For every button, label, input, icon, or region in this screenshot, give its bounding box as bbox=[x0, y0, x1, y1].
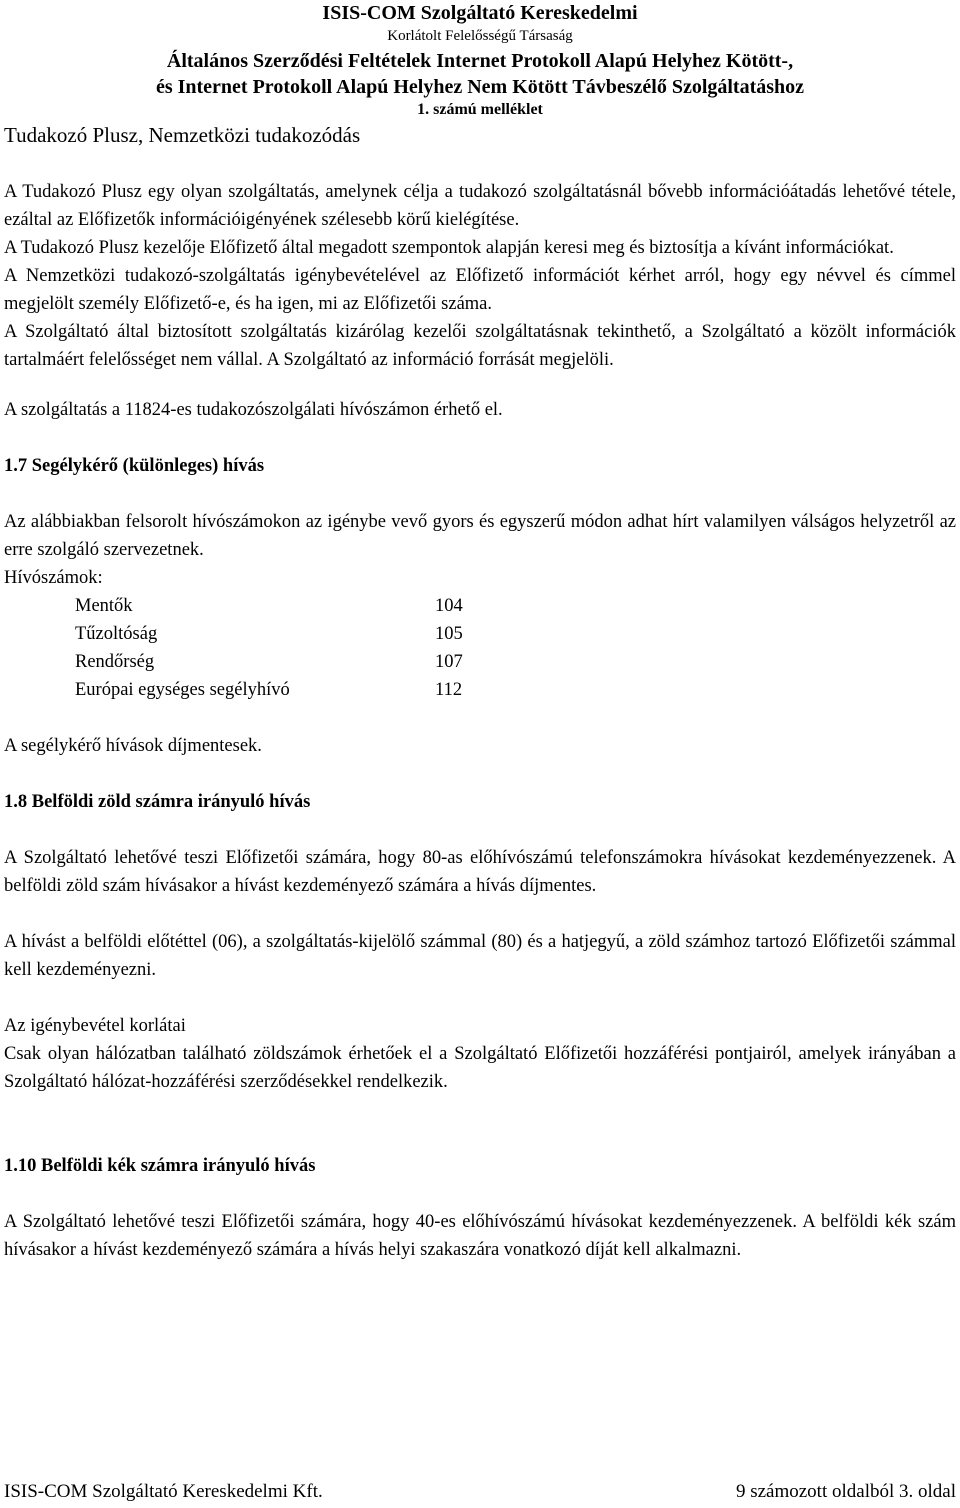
page-footer bbox=[4, 1478, 956, 1506]
header-annex: 1. számú melléklet bbox=[417, 101, 543, 118]
table-row bbox=[75, 648, 463, 676]
service-name: Mentők bbox=[75, 596, 133, 616]
header-title-line1: Általános Szerződési Feltételek Internet Protokoll Alapú Helyhez Kötött-, bbox=[166, 50, 794, 72]
service-number: 105 bbox=[435, 624, 463, 644]
section-1-7-intro: Az alábbiakban felsorolt hívószámokon az igénybe vevő gyors és egyszerű módon adhat hírt valamilyen válságos helyzetről az erre szolgáló szervezetnek. bbox=[4, 512, 956, 560]
service-name: Európai egységes segélyhívó bbox=[75, 680, 290, 700]
document-page bbox=[4, 0, 956, 1502]
header-company: ISIS-COM Szolgáltató Kereskedelmi bbox=[322, 2, 638, 24]
service-number: 112 bbox=[435, 680, 463, 700]
service-name: Tűzoltóság bbox=[75, 624, 158, 644]
table-row bbox=[75, 676, 463, 704]
header-title-line2: és Internet Protokoll Alapú Helyhez Nem Kötött Távbeszélő Szolgáltatáshoz bbox=[155, 76, 805, 98]
tudakozo-paragraph-5: A szolgáltatás a 11824-es tudakozószolgálati hívószámon érhető el. bbox=[4, 400, 503, 420]
service-name: Rendőrség bbox=[75, 652, 155, 672]
footer-page-number: 9 számozott oldalból 3. oldal bbox=[735, 1481, 956, 1502]
tudakozo-paragraph-4: A Szolgáltató által biztosított szolgáltatás kizárólag kezelői szolgáltatásnak tekinthető, a Szolgáltató a közölt információk tartalmáért felelősséget nem vállal. A Szolgáltató az információ forrását megjelöli. bbox=[4, 322, 956, 370]
tudakozo-paragraph-3: A Nemzetközi tudakozó-szolgáltatás igénybevételével az Előfizető információt kérhet arról, hogy egy névvel és címmel megjelölt személy Előfizető-e, és ha igen, mi az Előfizetői száma. bbox=[4, 266, 956, 314]
footer-company: ISIS-COM Szolgáltató Kereskedelmi Kft. bbox=[4, 1481, 323, 1502]
section-1-8-paragraph-1: A Szolgáltató lehetővé teszi Előfizetői számára, hogy 80-as előhívószámú telefonszámokra hívásokat kezdeményezzenek. A belföldi zöld szám hívásakor a hívást kezdeményező számára a hívás díjmentes. bbox=[4, 848, 956, 896]
limits-title: Az igénybevétel korlátai bbox=[4, 1016, 186, 1036]
section-1-8-heading: 1.8 Belföldi zöld számra irányuló hívás bbox=[4, 792, 311, 812]
section-1-8-paragraph-2: A hívást a belföldi előtéttel (06), a szolgáltatás-kijelölő számmal (80) és a hatjegyű, a zöld számhoz tartozó Előfizetői számmal kell kezdeményezni. bbox=[4, 932, 956, 980]
section-title: Tudakozó Plusz, Nemzetközi tudakozódás bbox=[4, 123, 361, 147]
table-row bbox=[75, 620, 463, 648]
tudakozo-paragraph-2: A Tudakozó Plusz kezelője Előfizető által megadott szempontok alapján keresi meg és biztosítja a kívánt információkat. bbox=[4, 238, 894, 258]
emergency-free-note: A segélykérő hívások díjmentesek. bbox=[4, 736, 262, 756]
table-row bbox=[75, 592, 463, 620]
header-company-form: Korlátolt Felelősségű Társaság bbox=[387, 28, 573, 44]
tudakozo-paragraph-1: A Tudakozó Plusz egy olyan szolgáltatás, amelynek célja a tudakozó szolgáltatásnál bővebb információátadás lehetővé tétele, ezáltal az Előfizetők információigényének szélesebb körű kielégítése. bbox=[4, 182, 956, 230]
section-1-7-heading: 1.7 Segélykérő (különleges) hívás bbox=[4, 456, 265, 476]
numbers-label: Hívószámok: bbox=[4, 568, 103, 588]
limits-text: Csak olyan hálózatban található zöldszámok érhetőek el a Szolgáltató Előfizetői hozzáférési pontjairól, amelyek irányában a Szolgáltató hálózat-hozzáférési szerződésekkel rendelkezik. bbox=[4, 1044, 956, 1092]
emergency-numbers-table bbox=[75, 592, 463, 704]
service-number: 104 bbox=[435, 596, 463, 616]
section-1-10-paragraph-1: A Szolgáltató lehetővé teszi Előfizetői számára, hogy 40-es előhívószámú hívásokat kezdeményezzenek. A belföldi kék szám hívásakor a hívást kezdeményező számára a hívás helyi szakaszára vonatkozó díját kell alkalmazni. bbox=[4, 1212, 956, 1260]
service-number: 107 bbox=[435, 652, 463, 672]
section-1-10-heading: 1.10 Belföldi kék számra irányuló hívás bbox=[4, 1156, 316, 1176]
